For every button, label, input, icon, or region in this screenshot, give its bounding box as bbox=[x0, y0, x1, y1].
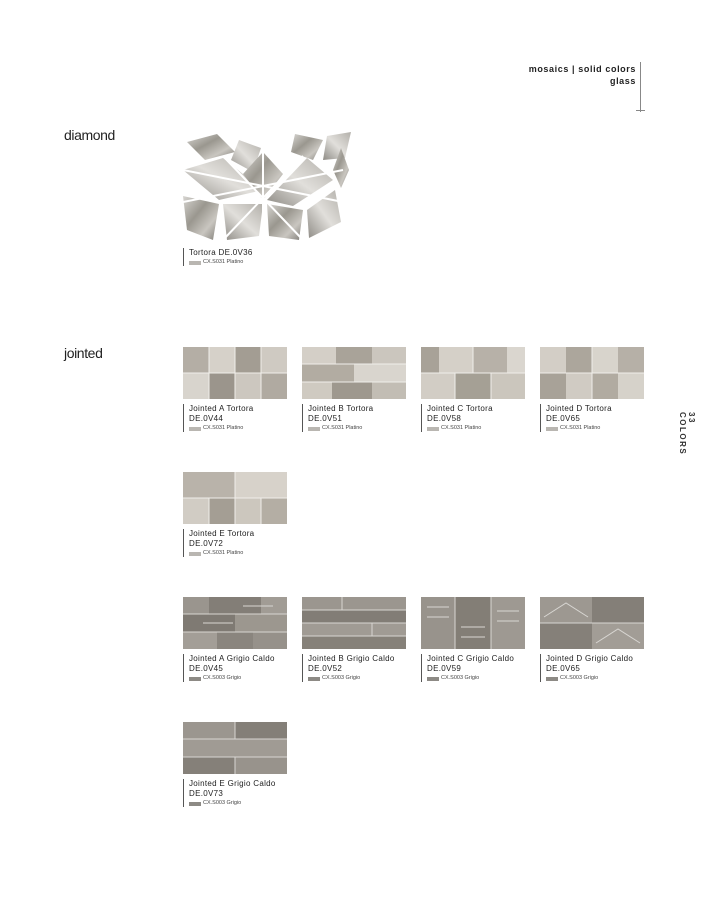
product-name: Jointed D Grigio Caldo DE.0V65 bbox=[546, 654, 634, 673]
caption-jointed-c-tortora bbox=[421, 404, 537, 432]
joint-color-swatch bbox=[189, 677, 201, 681]
joint-color-swatch bbox=[189, 552, 201, 556]
product-name: Jointed D Tortora DE.0V65 bbox=[546, 404, 612, 423]
caption-jointed-b-tortora bbox=[302, 404, 418, 432]
tile-jointed-d-grigio-caldo bbox=[540, 597, 644, 649]
joint-code: CX.S003 Grigio bbox=[322, 675, 361, 681]
joint-code: CX.S031 Platino bbox=[203, 425, 244, 431]
product-name: Jointed B Tortora DE.0V51 bbox=[308, 404, 374, 423]
product-name: Jointed A Tortora DE.0V44 bbox=[189, 404, 254, 423]
section-title-diamond: diamond bbox=[64, 127, 115, 143]
caption-jointed-a-grigio-caldo bbox=[183, 654, 299, 682]
caption-jointed-c-grigio-caldo bbox=[421, 654, 537, 682]
diamond-product-caption bbox=[183, 248, 299, 266]
joint-color-swatch bbox=[308, 677, 320, 681]
joint-color-swatch bbox=[189, 802, 201, 806]
joint-code: CX.S031 Platino bbox=[441, 425, 482, 431]
tile-jointed-e-tortora bbox=[183, 472, 287, 524]
diamond-mosaic-image bbox=[183, 130, 353, 242]
joint-color-swatch bbox=[308, 427, 320, 431]
joint-code: CX.S031 Platino bbox=[203, 259, 244, 265]
page-header bbox=[529, 63, 636, 87]
header-rule bbox=[640, 62, 641, 112]
joint-code: CX.S031 Platino bbox=[560, 425, 601, 431]
joint-color-swatch bbox=[546, 677, 558, 681]
product-name: Jointed B Grigio Caldo DE.0V52 bbox=[308, 654, 395, 673]
tile-jointed-a-grigio-caldo bbox=[183, 597, 287, 649]
joint-color-swatch bbox=[427, 427, 439, 431]
tile-jointed-d-tortora bbox=[540, 347, 644, 399]
product-name: Tortora DE.0V36 bbox=[189, 248, 253, 257]
joint-code: CX.S003 Grigio bbox=[203, 800, 242, 806]
joint-code: CX.S003 Grigio bbox=[441, 675, 480, 681]
joint-code: CX.S003 Grigio bbox=[203, 675, 242, 681]
joint-color-swatch bbox=[427, 677, 439, 681]
product-name: Jointed C Grigio Caldo DE.0V59 bbox=[427, 654, 515, 673]
tile-jointed-e-grigio-caldo bbox=[183, 722, 287, 774]
tile-jointed-a-tortora bbox=[183, 347, 287, 399]
tile-jointed-b-grigio-caldo bbox=[302, 597, 406, 649]
caption-jointed-d-tortora bbox=[540, 404, 656, 432]
joint-color-swatch bbox=[189, 427, 201, 431]
tile-jointed-b-tortora bbox=[302, 347, 406, 399]
caption-jointed-a-tortora bbox=[183, 404, 299, 432]
product-name: Jointed C Tortora DE.0V58 bbox=[427, 404, 493, 423]
caption-jointed-e-tortora bbox=[183, 529, 299, 557]
joint-code: CX.S031 Platino bbox=[322, 425, 363, 431]
header-category: mosaics | solid colors bbox=[528, 64, 636, 74]
product-name: Jointed A Grigio Caldo DE.0V45 bbox=[189, 654, 275, 673]
page-number-label: 33 COLORS bbox=[678, 412, 696, 456]
caption-jointed-e-grigio-caldo bbox=[183, 779, 299, 807]
product-name: Jointed E Tortora DE.0V72 bbox=[189, 529, 255, 548]
joint-code: CX.S031 Platino bbox=[203, 550, 244, 556]
joint-color-swatch bbox=[189, 261, 201, 265]
joint-code: CX.S003 Grigio bbox=[560, 675, 599, 681]
tile-jointed-c-tortora bbox=[421, 347, 525, 399]
section-title-jointed: jointed bbox=[64, 345, 103, 361]
caption-jointed-b-grigio-caldo bbox=[302, 654, 418, 682]
tile-jointed-c-grigio-caldo bbox=[421, 597, 525, 649]
header-cross-mark bbox=[636, 110, 645, 111]
header-material: glass bbox=[609, 76, 636, 86]
product-name: Jointed E Grigio Caldo DE.0V73 bbox=[189, 779, 276, 798]
joint-color-swatch bbox=[546, 427, 558, 431]
caption-jointed-d-grigio-caldo bbox=[540, 654, 656, 682]
